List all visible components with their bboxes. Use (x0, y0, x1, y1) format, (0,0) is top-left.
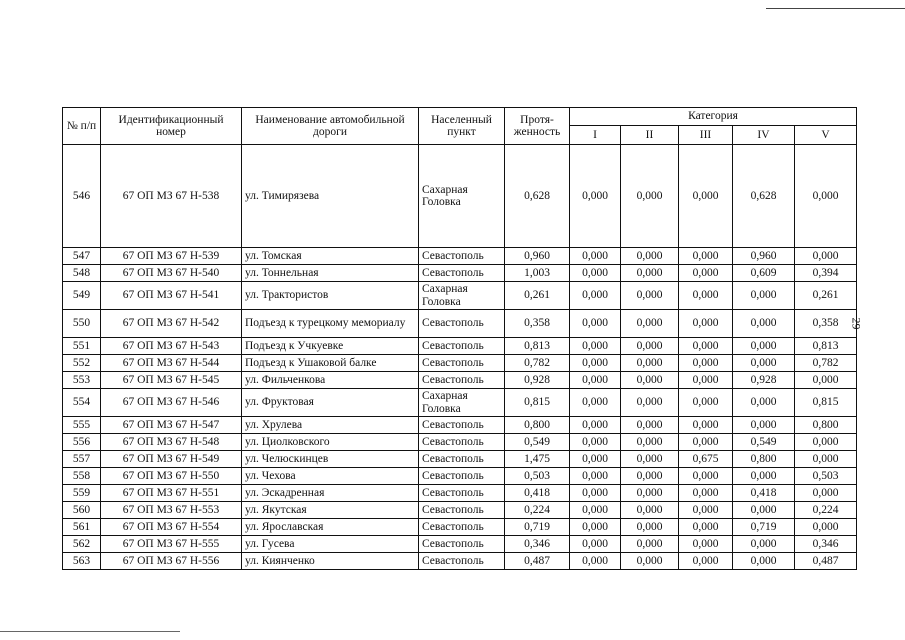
row-length: 0,960 (505, 248, 570, 265)
row-cat-4: 0,800 (733, 451, 795, 468)
row-ident: 67 ОП МЗ 67 Н-540 (101, 265, 242, 282)
row-cat-5: 0,000 (795, 451, 857, 468)
table-row (63, 145, 857, 248)
row-length: 0,487 (505, 553, 570, 570)
row-locality: Севастополь (419, 434, 505, 451)
row-cat-3: 0,000 (679, 338, 733, 355)
row-cat-4: 0,000 (733, 389, 795, 417)
row-cat-3: 0,000 (679, 553, 733, 570)
row-cat-4: 0,000 (733, 282, 795, 310)
row-length: 0,358 (505, 310, 570, 338)
row-ident: 67 ОП МЗ 67 Н-554 (101, 519, 242, 536)
row-cat-2: 0,000 (621, 248, 679, 265)
row-locality: Сахарная Головка (419, 282, 505, 310)
row-length: 0,719 (505, 519, 570, 536)
row-cat-3: 0,000 (679, 389, 733, 417)
row-cat-1: 0,000 (570, 485, 621, 502)
row-length: 0,628 (505, 145, 570, 248)
header-cat-1: I (570, 126, 621, 145)
header-cat-3: III (679, 126, 733, 145)
row-ident: 67 ОП МЗ 67 Н-543 (101, 338, 242, 355)
row-cat-5: 0,000 (795, 372, 857, 389)
table-row (63, 310, 857, 338)
row-cat-5: 0,261 (795, 282, 857, 310)
row-cat-2: 0,000 (621, 338, 679, 355)
row-locality: Севастополь (419, 355, 505, 372)
row-locality: Севастополь (419, 451, 505, 468)
row-num: 550 (63, 310, 101, 338)
row-ident: 67 ОП МЗ 67 Н-551 (101, 485, 242, 502)
row-cat-1: 0,000 (570, 451, 621, 468)
row-num: 560 (63, 502, 101, 519)
row-cat-1: 0,000 (570, 372, 621, 389)
row-num: 551 (63, 338, 101, 355)
row-ident: 67 ОП МЗ 67 Н-555 (101, 536, 242, 553)
row-length: 0,261 (505, 282, 570, 310)
row-cat-1: 0,000 (570, 338, 621, 355)
row-length: 1,475 (505, 451, 570, 468)
row-name: ул. Циолковского (242, 434, 419, 451)
row-cat-2: 0,000 (621, 282, 679, 310)
row-locality: Севастополь (419, 519, 505, 536)
row-locality: Севастополь (419, 485, 505, 502)
row-cat-2: 0,000 (621, 451, 679, 468)
table-row (63, 553, 857, 570)
row-cat-5: 0,000 (795, 519, 857, 536)
row-cat-3: 0,000 (679, 502, 733, 519)
row-cat-2: 0,000 (621, 468, 679, 485)
row-cat-4: 0,000 (733, 355, 795, 372)
row-cat-1: 0,000 (570, 145, 621, 248)
row-cat-1: 0,000 (570, 310, 621, 338)
row-name: ул. Киянченко (242, 553, 419, 570)
row-locality: Севастополь (419, 310, 505, 338)
row-cat-1: 0,000 (570, 248, 621, 265)
row-cat-3: 0,675 (679, 451, 733, 468)
row-length: 0,418 (505, 485, 570, 502)
row-cat-3: 0,000 (679, 282, 733, 310)
row-cat-4: 0,418 (733, 485, 795, 502)
row-cat-5: 0,000 (795, 248, 857, 265)
page-number: 29 (849, 317, 864, 330)
row-cat-5: 0,394 (795, 265, 857, 282)
row-locality: Севастополь (419, 265, 505, 282)
row-num: 553 (63, 372, 101, 389)
table-row (63, 417, 857, 434)
row-ident: 67 ОП МЗ 67 Н-547 (101, 417, 242, 434)
table-row (63, 355, 857, 372)
row-locality: Севастополь (419, 502, 505, 519)
row-cat-2: 0,000 (621, 434, 679, 451)
row-cat-4: 0,549 (733, 434, 795, 451)
row-cat-1: 0,000 (570, 389, 621, 417)
row-cat-3: 0,000 (679, 355, 733, 372)
row-name: ул. Якутская (242, 502, 419, 519)
row-ident: 67 ОП МЗ 67 Н-546 (101, 389, 242, 417)
row-cat-1: 0,000 (570, 434, 621, 451)
row-name: ул. Ярославская (242, 519, 419, 536)
header-cat-2: II (621, 126, 679, 145)
row-ident: 67 ОП МЗ 67 Н-553 (101, 502, 242, 519)
header-length: Протя-женность (505, 108, 570, 145)
row-cat-5: 0,815 (795, 389, 857, 417)
row-cat-2: 0,000 (621, 536, 679, 553)
row-cat-4: 0,928 (733, 372, 795, 389)
row-cat-2: 0,000 (621, 355, 679, 372)
row-cat-4: 0,609 (733, 265, 795, 282)
row-cat-3: 0,000 (679, 310, 733, 338)
row-name: ул. Хрулева (242, 417, 419, 434)
row-cat-1: 0,000 (570, 417, 621, 434)
row-cat-1: 0,000 (570, 282, 621, 310)
row-cat-5: 0,358 (795, 310, 857, 338)
header-name: Наименование автомобильной дороги (242, 108, 419, 145)
row-length: 1,003 (505, 265, 570, 282)
row-cat-4: 0,000 (733, 417, 795, 434)
row-locality: Севастополь (419, 417, 505, 434)
row-name: ул. Чехова (242, 468, 419, 485)
table-row (63, 282, 857, 310)
row-name: ул. Томская (242, 248, 419, 265)
row-cat-4: 0,960 (733, 248, 795, 265)
row-cat-2: 0,000 (621, 485, 679, 502)
row-num: 556 (63, 434, 101, 451)
header-cat-4: IV (733, 126, 795, 145)
row-num: 555 (63, 417, 101, 434)
row-name: ул. Фруктовая (242, 389, 419, 417)
row-ident: 67 ОП МЗ 67 Н-541 (101, 282, 242, 310)
row-cat-1: 0,000 (570, 536, 621, 553)
row-cat-1: 0,000 (570, 265, 621, 282)
row-length: 0,800 (505, 417, 570, 434)
row-name: Подъезд к Учкуевке (242, 338, 419, 355)
row-locality: Севастополь (419, 536, 505, 553)
row-cat-4: 0,000 (733, 536, 795, 553)
row-cat-5: 0,782 (795, 355, 857, 372)
header-num: № п/п (63, 108, 101, 145)
row-length: 0,346 (505, 536, 570, 553)
row-cat-5: 0,000 (795, 434, 857, 451)
row-cat-5: 0,346 (795, 536, 857, 553)
row-locality: Сахарная Головка (419, 145, 505, 248)
row-num: 554 (63, 389, 101, 417)
table-row (63, 434, 857, 451)
row-ident: 67 ОП МЗ 67 Н-542 (101, 310, 242, 338)
row-cat-3: 0,000 (679, 265, 733, 282)
header-cat-5: V (795, 126, 857, 145)
row-cat-3: 0,000 (679, 145, 733, 248)
table-row (63, 502, 857, 519)
row-length: 0,503 (505, 468, 570, 485)
row-cat-1: 0,000 (570, 502, 621, 519)
row-cat-3: 0,000 (679, 485, 733, 502)
row-cat-4: 0,628 (733, 145, 795, 248)
row-num: 558 (63, 468, 101, 485)
table-row (63, 389, 857, 417)
row-cat-5: 0,487 (795, 553, 857, 570)
row-cat-1: 0,000 (570, 553, 621, 570)
row-ident: 67 ОП МЗ 67 Н-548 (101, 434, 242, 451)
row-num: 557 (63, 451, 101, 468)
table-row (63, 372, 857, 389)
row-name: ул. Эскадренная (242, 485, 419, 502)
row-name: ул. Фильченкова (242, 372, 419, 389)
row-num: 563 (63, 553, 101, 570)
row-cat-2: 0,000 (621, 519, 679, 536)
row-cat-4: 0,000 (733, 502, 795, 519)
row-cat-5: 0,224 (795, 502, 857, 519)
row-num: 546 (63, 145, 101, 248)
row-cat-4: 0,000 (733, 468, 795, 485)
row-cat-2: 0,000 (621, 145, 679, 248)
row-num: 547 (63, 248, 101, 265)
row-cat-2: 0,000 (621, 310, 679, 338)
table-row (63, 485, 857, 502)
row-locality: Севастополь (419, 248, 505, 265)
row-locality: Севастополь (419, 553, 505, 570)
row-cat-4: 0,000 (733, 310, 795, 338)
row-cat-5: 0,813 (795, 338, 857, 355)
top-rule (766, 8, 905, 9)
header-locality: Населенный пункт (419, 108, 505, 145)
row-length: 0,815 (505, 389, 570, 417)
row-num: 559 (63, 485, 101, 502)
row-cat-4: 0,000 (733, 338, 795, 355)
header-category: Категория (570, 108, 857, 126)
row-cat-3: 0,000 (679, 248, 733, 265)
row-locality: Севастополь (419, 468, 505, 485)
row-ident: 67 ОП МЗ 67 Н-539 (101, 248, 242, 265)
row-name: ул. Тоннельная (242, 265, 419, 282)
row-ident: 67 ОП МЗ 67 Н-538 (101, 145, 242, 248)
row-cat-5: 0,000 (795, 145, 857, 248)
row-cat-1: 0,000 (570, 355, 621, 372)
table-row (63, 519, 857, 536)
table-row (63, 248, 857, 265)
row-cat-1: 0,000 (570, 468, 621, 485)
row-cat-5: 0,800 (795, 417, 857, 434)
row-cat-3: 0,000 (679, 417, 733, 434)
row-name: ул. Тимирязева (242, 145, 419, 248)
table-body (63, 145, 857, 570)
table-row (63, 468, 857, 485)
row-name: ул. Гусева (242, 536, 419, 553)
row-cat-3: 0,000 (679, 434, 733, 451)
row-cat-4: 0,000 (733, 553, 795, 570)
header-ident: Идентификационный номер (101, 108, 242, 145)
row-name: ул. Челюскинцев (242, 451, 419, 468)
row-num: 561 (63, 519, 101, 536)
row-cat-1: 0,000 (570, 519, 621, 536)
row-name: ул. Трактористов (242, 282, 419, 310)
row-cat-2: 0,000 (621, 502, 679, 519)
row-ident: 67 ОП МЗ 67 Н-545 (101, 372, 242, 389)
row-locality: Сахарная Головка (419, 389, 505, 417)
row-name: Подъезд к Ушаковой балке (242, 355, 419, 372)
row-num: 552 (63, 355, 101, 372)
table-row (63, 338, 857, 355)
row-ident: 67 ОП МЗ 67 Н-544 (101, 355, 242, 372)
row-length: 0,782 (505, 355, 570, 372)
row-length: 0,549 (505, 434, 570, 451)
row-cat-2: 0,000 (621, 372, 679, 389)
row-cat-4: 0,719 (733, 519, 795, 536)
row-locality: Севастополь (419, 338, 505, 355)
row-cat-2: 0,000 (621, 389, 679, 417)
row-cat-5: 0,503 (795, 468, 857, 485)
table-row (63, 265, 857, 282)
row-ident: 67 ОП МЗ 67 Н-556 (101, 553, 242, 570)
row-length: 0,928 (505, 372, 570, 389)
row-cat-3: 0,000 (679, 468, 733, 485)
row-name: Подъезд к турецкому мемориалу (242, 310, 419, 338)
bottom-rule (0, 631, 180, 632)
row-ident: 67 ОП МЗ 67 Н-549 (101, 451, 242, 468)
row-locality: Севастополь (419, 372, 505, 389)
row-length: 0,813 (505, 338, 570, 355)
row-num: 562 (63, 536, 101, 553)
table-row (63, 451, 857, 468)
roads-table (62, 107, 857, 570)
row-cat-2: 0,000 (621, 417, 679, 434)
row-num: 549 (63, 282, 101, 310)
table-row (63, 536, 857, 553)
row-cat-3: 0,000 (679, 372, 733, 389)
row-ident: 67 ОП МЗ 67 Н-550 (101, 468, 242, 485)
row-cat-3: 0,000 (679, 536, 733, 553)
row-cat-3: 0,000 (679, 519, 733, 536)
row-num: 548 (63, 265, 101, 282)
row-length: 0,224 (505, 502, 570, 519)
row-cat-2: 0,000 (621, 553, 679, 570)
row-cat-5: 0,000 (795, 485, 857, 502)
row-cat-2: 0,000 (621, 265, 679, 282)
